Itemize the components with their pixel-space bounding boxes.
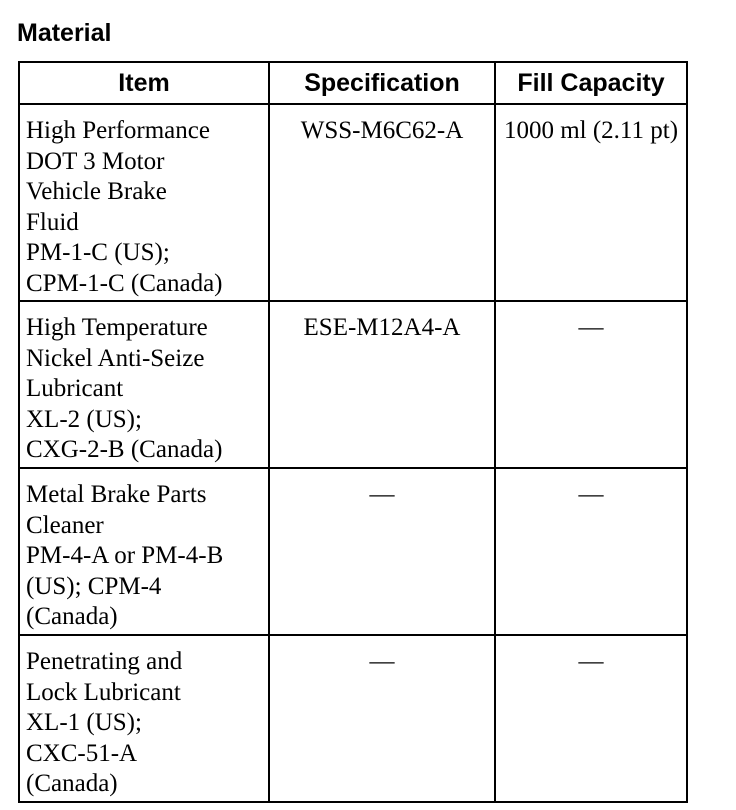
item-line: High Performance <box>26 117 210 144</box>
header-specification: Specification <box>269 62 495 104</box>
item-line: Penetrating and <box>26 648 183 675</box>
section-title: Material <box>17 19 112 47</box>
specification-cell: — <box>269 635 495 802</box>
item-line: Lubricant <box>26 375 124 402</box>
specification-cell: WSS-M6C62-A <box>269 104 495 301</box>
item-cell <box>19 301 269 468</box>
specification-cell: ESE-M12A4-A <box>269 301 495 468</box>
item-line: CXC-51-A <box>26 739 138 767</box>
table-row <box>19 104 687 301</box>
table-row <box>19 301 687 468</box>
specification-cell: — <box>269 468 495 635</box>
item-line: XL-2 (US); <box>26 405 142 433</box>
table-row <box>19 635 687 802</box>
item-line: Fluid <box>26 208 79 236</box>
item-line: CXG-2-B (Canada) <box>26 436 223 463</box>
item-line: (US); CPM-4 <box>26 572 162 600</box>
item-cell <box>19 104 269 301</box>
item-line: Metal Brake Parts <box>26 481 207 508</box>
fill-capacity-cell: 1000 ml (2.11 pt) <box>495 104 687 301</box>
header-fill-capacity: Fill Capacity <box>495 62 687 104</box>
item-line: PM-4-A or PM-4-B <box>26 542 224 569</box>
fill-capacity-cell: — <box>495 468 687 635</box>
item-cell <box>19 635 269 802</box>
item-cell <box>19 468 269 635</box>
item-line: (Canada) <box>26 770 118 797</box>
table-row <box>19 468 687 635</box>
item-line: Nickel Anti-Seize <box>26 344 205 372</box>
item-line: PM-1-C (US); <box>26 239 170 266</box>
item-line: Cleaner <box>26 511 104 539</box>
item-line: (Canada) <box>26 603 118 630</box>
fill-capacity-cell: — <box>495 635 687 802</box>
item-line: DOT 3 Motor <box>26 147 165 175</box>
fill-capacity-cell: — <box>495 301 687 468</box>
material-table <box>18 61 688 803</box>
item-line: Vehicle Brake <box>26 178 167 205</box>
item-line: High Temperature <box>26 314 208 341</box>
item-line: CPM-1-C (Canada) <box>26 269 223 297</box>
item-line: Lock Lubricant <box>26 678 181 706</box>
header-item: Item <box>19 62 269 104</box>
table-header-row <box>19 62 687 104</box>
item-line: XL-1 (US); <box>26 709 142 736</box>
